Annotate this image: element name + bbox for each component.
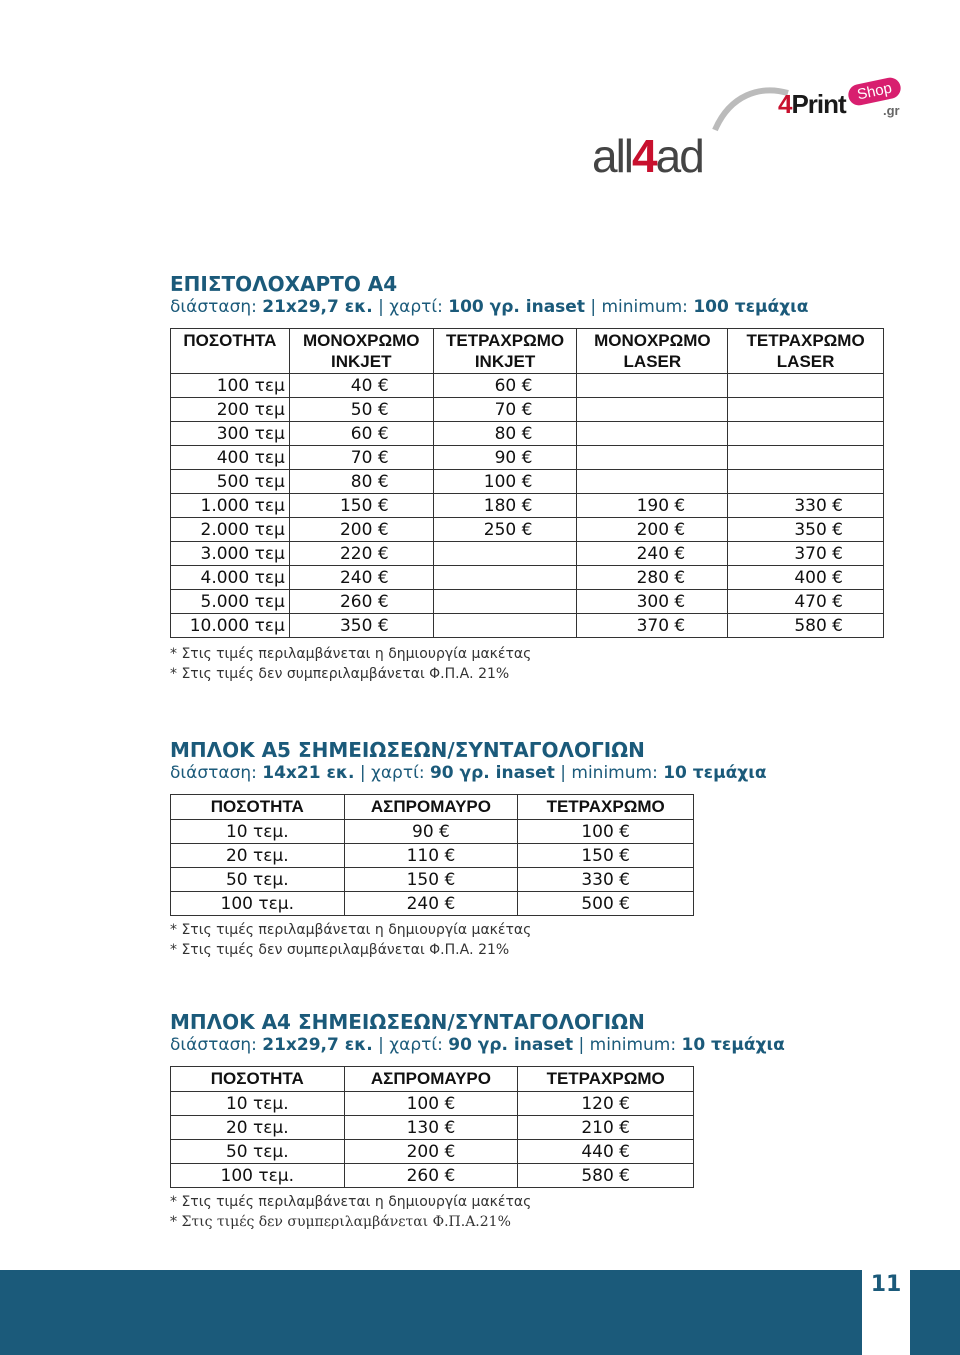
table-row [171, 868, 694, 892]
quantity-cell: 50 τεμ. [171, 868, 345, 892]
section-a5-notepad [170, 738, 767, 960]
note-vat-excluded: * Στις τιμές δεν συμπεριλαμβάνεται Φ.Π.Α.21% [170, 1214, 511, 1230]
section-a4-notepad [170, 1010, 785, 1232]
price-cell [577, 398, 728, 422]
quantity-cell: 10 τεμ. [171, 820, 345, 844]
price-cell: 200 € [577, 518, 728, 542]
quantity-cell: 10.000 τεμ [171, 614, 290, 638]
table-header-cell: ΤΕΤΡΑΧΡΩΜΟ [518, 1067, 694, 1092]
note-design-included: * Στις τιμές περιλαμβάνεται η δημιουργία μακέτας [170, 922, 532, 938]
price-cell: 350 € [728, 518, 884, 542]
note-design-included: * Στις τιμές περιλαμβάνεται η δημιουργία μακέτας [170, 646, 532, 662]
price-cell: 100 € [518, 820, 694, 844]
section-letterhead [170, 272, 884, 684]
price-cell: 80 € [289, 470, 433, 494]
note-vat-excluded: * Στις τιμές δεν συμπεριλαμβάνεται Φ.Π.Α. 21% [170, 666, 510, 682]
note-vat-excluded: * Στις τιμές δεν συμπεριλαμβάνεται Φ.Π.Α. 21% [170, 942, 510, 958]
price-cell: 100 € [344, 1092, 518, 1116]
gr-suffix: .gr [883, 103, 900, 118]
quantity-cell: 20 τεμ. [171, 844, 345, 868]
table-row [171, 844, 694, 868]
quantity-cell: 2.000 τεμ [171, 518, 290, 542]
table-row [171, 566, 884, 590]
price-cell: 240 € [289, 566, 433, 590]
table-header-cell: ΠΟΣΟΤΗΤΑ [171, 795, 345, 820]
table-row [171, 422, 884, 446]
table-row [171, 446, 884, 470]
shop-badge: Shop [846, 76, 902, 108]
all4ad-logo-text: all4ad [592, 130, 703, 182]
section-title: ΜΠΛΟΚ Α5 ΣΗΜΕΙΩΣΕΩΝ/ΣΥΝΤΑΓΟΛΟΓΙΩΝ [170, 738, 645, 762]
price-cell: 130 € [344, 1116, 518, 1140]
price-cell: 100 € [433, 470, 577, 494]
table-row [171, 1164, 694, 1188]
price-cell [577, 422, 728, 446]
footer-bar [0, 1270, 960, 1355]
quantity-cell: 500 τεμ [171, 470, 290, 494]
quantity-cell: 200 τεμ [171, 398, 290, 422]
price-cell: 580 € [728, 614, 884, 638]
quantity-cell: 4.000 τεμ [171, 566, 290, 590]
price-cell: 240 € [344, 892, 518, 916]
price-cell: 150 € [518, 844, 694, 868]
price-cell: 200 € [289, 518, 433, 542]
table-header-cell: ΠΟΣΟΤΗΤΑ [171, 329, 290, 374]
price-cell: 210 € [518, 1116, 694, 1140]
price-cell: 50 € [289, 398, 433, 422]
section-title: ΕΠΙΣΤΟΛΟΧΑΡΤΟ Α4 [170, 272, 398, 296]
price-cell: 330 € [728, 494, 884, 518]
price-cell: 150 € [344, 868, 518, 892]
price-cell: 150 € [289, 494, 433, 518]
price-table [170, 794, 694, 916]
table-row [171, 1140, 694, 1164]
note-design-included: * Στις τιμές περιλαμβάνεται η δημιουργία μακέτας [170, 1194, 532, 1210]
table-row [171, 470, 884, 494]
price-cell: 60 € [289, 422, 433, 446]
quantity-cell: 100 τεμ. [171, 1164, 345, 1188]
table-row [171, 542, 884, 566]
price-cell: 440 € [518, 1140, 694, 1164]
price-cell: 90 € [344, 820, 518, 844]
price-cell: 220 € [289, 542, 433, 566]
price-cell: 180 € [433, 494, 577, 518]
table-header-cell: ΜΟΝΟΧΡΩΜΟ INKJET [289, 329, 433, 374]
price-cell: 90 € [433, 446, 577, 470]
price-cell: 120 € [518, 1092, 694, 1116]
price-cell: 190 € [577, 494, 728, 518]
section-title: ΜΠΛΟΚ Α4 ΣΗΜΕΙΩΣΕΩΝ/ΣΥΝΤΑΓΟΛΟΓΙΩΝ [170, 1010, 645, 1034]
price-cell: 280 € [577, 566, 728, 590]
table-header-cell: ΤΕΤΡΑΧΡΩΜΟ INKJET [433, 329, 577, 374]
price-table [170, 328, 884, 638]
price-cell [577, 446, 728, 470]
table-header-cell: ΤΕΤΡΑΧΡΩΜΟ LASER [728, 329, 884, 374]
table-header-cell: ΑΣΠΡΟΜΑΥΡΟ [344, 1067, 518, 1092]
table-row [171, 820, 694, 844]
price-cell: 500 € [518, 892, 694, 916]
price-cell: 60 € [433, 374, 577, 398]
quantity-cell: 50 τεμ. [171, 1140, 345, 1164]
price-cell: 80 € [433, 422, 577, 446]
price-cell: 370 € [577, 614, 728, 638]
table-row [171, 892, 694, 916]
section-subtitle: διάσταση: 21x29,7 εκ. | χαρτί: 100 γρ. inaset | minimum: 100 τεμάχια [170, 297, 809, 317]
price-cell [433, 566, 577, 590]
table-row [171, 1116, 694, 1140]
section-subtitle: διάσταση: 14x21 εκ. | χαρτί: 90 γρ. inaset | minimum: 10 τεμάχια [170, 763, 767, 783]
quantity-cell: 3.000 τεμ [171, 542, 290, 566]
table-row [171, 518, 884, 542]
quantity-cell: 300 τεμ [171, 422, 290, 446]
quantity-cell: 100 τεμ. [171, 892, 345, 916]
price-cell: 250 € [433, 518, 577, 542]
quantity-cell: 10 τεμ. [171, 1092, 345, 1116]
price-cell: 200 € [344, 1140, 518, 1164]
table-row [171, 590, 884, 614]
price-cell: 70 € [433, 398, 577, 422]
section-subtitle: διάσταση: 21x29,7 εκ. | χαρτί: 90 γρ. inaset | minimum: 10 τεμάχια [170, 1035, 785, 1055]
price-cell: 370 € [728, 542, 884, 566]
price-cell [433, 542, 577, 566]
quantity-cell: 400 τεμ [171, 446, 290, 470]
price-cell [433, 614, 577, 638]
price-cell: 40 € [289, 374, 433, 398]
price-cell: 70 € [289, 446, 433, 470]
price-cell: 400 € [728, 566, 884, 590]
price-cell [577, 470, 728, 494]
price-cell [728, 470, 884, 494]
table-row [171, 614, 884, 638]
4print-logo-text: 4Print [778, 89, 846, 119]
table-row [171, 374, 884, 398]
price-cell [728, 446, 884, 470]
quantity-cell: 20 τεμ. [171, 1116, 345, 1140]
price-cell: 580 € [518, 1164, 694, 1188]
table-row [171, 494, 884, 518]
table-header-row [171, 329, 884, 374]
quantity-cell: 5.000 τεμ [171, 590, 290, 614]
page-number: 11 [870, 1272, 902, 1297]
price-cell: 330 € [518, 868, 694, 892]
price-cell: 260 € [289, 590, 433, 614]
table-header-row [171, 795, 694, 820]
price-cell: 110 € [344, 844, 518, 868]
table-header-row [171, 1067, 694, 1092]
price-cell [433, 590, 577, 614]
price-cell: 300 € [577, 590, 728, 614]
table-header-cell: ΜΟΝΟΧΡΩΜΟ LASER [577, 329, 728, 374]
table-row [171, 398, 884, 422]
quantity-cell: 1.000 τεμ [171, 494, 290, 518]
price-cell: 470 € [728, 590, 884, 614]
price-cell: 260 € [344, 1164, 518, 1188]
price-cell [728, 398, 884, 422]
table-header-cell: ΤΕΤΡΑΧΡΩΜΟ [518, 795, 694, 820]
price-cell: 350 € [289, 614, 433, 638]
brand-logo [590, 79, 910, 182]
price-cell [728, 374, 884, 398]
price-cell [577, 374, 728, 398]
table-header-cell: ΠΟΣΟΤΗΤΑ [171, 1067, 345, 1092]
price-cell [728, 422, 884, 446]
table-header-cell: ΑΣΠΡΟΜΑΥΡΟ [344, 795, 518, 820]
price-cell: 240 € [577, 542, 728, 566]
quantity-cell: 100 τεμ [171, 374, 290, 398]
price-table [170, 1066, 694, 1188]
table-row [171, 1092, 694, 1116]
